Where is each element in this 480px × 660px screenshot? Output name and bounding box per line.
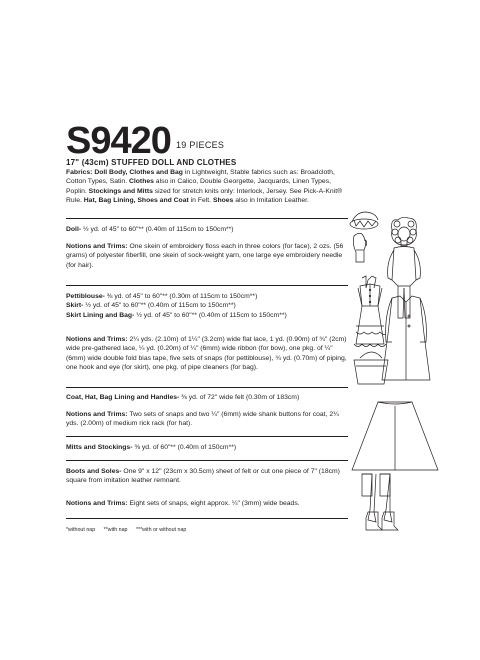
skirt-lining-label: Skirt Lining and Bag- [66, 311, 135, 319]
doll-label: Doll- [66, 226, 82, 233]
notions-label: Notions and Trims: [66, 336, 128, 343]
mitts-text: ⅜ yd. of 60"** (0.40m of 150cm**) [132, 444, 237, 451]
fabrics-text-5: also in Imitation Leather. [233, 197, 309, 205]
footnote-without-nap: *without nap [66, 527, 96, 533]
doll-drawing [388, 217, 421, 318]
notions-text: Two sets of snaps and two ¼" (6mm) wide shank buttons for coat, 2¼ yds. (2.00m) of medium rick rack (for hat). [66, 411, 339, 428]
skirt-text: ½ yd. of 45" to 60"** (0.40m of 115cm to 150cm**) [83, 302, 236, 310]
fabrics-text-1: in Lightweight, Stable fabrics such as: Broadcloth, Cotton Types, Satin. [66, 169, 335, 186]
skirt-drawing [352, 402, 438, 470]
coat-label: Coat, Hat, Bag Lining and Handles- [66, 394, 180, 401]
hat-drawing [350, 212, 378, 229]
pattern-subtitle: 17" (43cm) STUFFED DOLL AND CLOTHES [66, 158, 237, 167]
footnote-with-nap: **with nap [103, 527, 128, 533]
fabrics-label: Fabrics: Doll Body, Clothes and Bag [66, 169, 183, 176]
coat-text: ⅜ yd. of 72" wide felt (0.30m of 183cm) [179, 394, 300, 401]
piece-count: 19 PIECES [176, 140, 225, 150]
pettiblouse-label: Pettiblouse- [66, 293, 105, 300]
boots-label: Boots and Soles- [66, 468, 122, 475]
notions-label: Notions and Trims: [66, 411, 128, 418]
coat-drawing [382, 296, 430, 380]
notions-text: 2¼ yds. (2.10m) of 1¼" (3.2cm) wide flat lace, 1 yd. (0.90m) of ¾" (2cm) wide pre-gathered lace, ¼ yd. (0.20m) of ¼" (6mm) wide ribbon (for bow), one pkg. of ¼" (6mm) wide double fold bias tape, five sets of snaps (for pettiblouse), ¾ yd. (0.70m) of piping, one hook and eye (for skirt), one pkg. of pipe cleaners (for bag). [66, 336, 347, 372]
pettiblouse-drawing [354, 276, 386, 347]
pattern-number: S9420 [66, 120, 171, 162]
fabrics-text-2: also in Calico, Double Georgette, Jacquards, Linen Types, Poplin. [66, 178, 331, 195]
notions-label: Notions and Trims: [66, 500, 128, 507]
notions-text: Eight sets of snaps, eight approx. ¼" (3mm) wide beads. [127, 500, 300, 507]
footnote-either-nap: ***with or without nap [135, 527, 187, 533]
fabrics-text-4: in Felt. [188, 197, 213, 205]
mitts-drawing [353, 233, 366, 262]
shoes-label: Shoes [212, 197, 234, 205]
notions-label: Notions and Trims: [66, 243, 128, 250]
stockings-drawing [362, 474, 392, 522]
fabrics-text-3: sized for stretch knits only: Interlock, Jersey. See Pick-A-Knit® Rule. [66, 187, 343, 205]
stockings-label: Stockings and Mitts [88, 187, 153, 195]
doll-text: ½ yd. of 45" to 60"** (0.40m of 115cm to 150cm**) [81, 226, 234, 233]
skirt-lining-text: ½ yd. of 45" to 60"** (0.40m of 115cm to 150cm**) [134, 311, 287, 319]
bag-drawing [354, 352, 388, 384]
skirt-label: Skirt- [66, 302, 84, 310]
clothes-label: Clothes [128, 178, 154, 186]
pettiblouse-text: ⅜ yd. of 45" to 60"** (0.30m of 115cm to 150cm**) [104, 293, 258, 300]
mitts-label: Mitts and Stockings- [66, 444, 133, 451]
notions-text: One skein of embroidery floss each in three colors (for face), 2 ozs. (56 grams) of polyester fiberfill, one skein of sock-weight yarn, one large eye embroidery needle (for hair). [66, 243, 344, 269]
hat-label: Hat, Bag Lining, Shoes and Coat [83, 197, 189, 205]
boots-text: One 9" x 12" (23cm x 30.5cm) sheet of felt or cut one piece of 7" (18cm) square from imitation leather remnant. [66, 468, 340, 485]
